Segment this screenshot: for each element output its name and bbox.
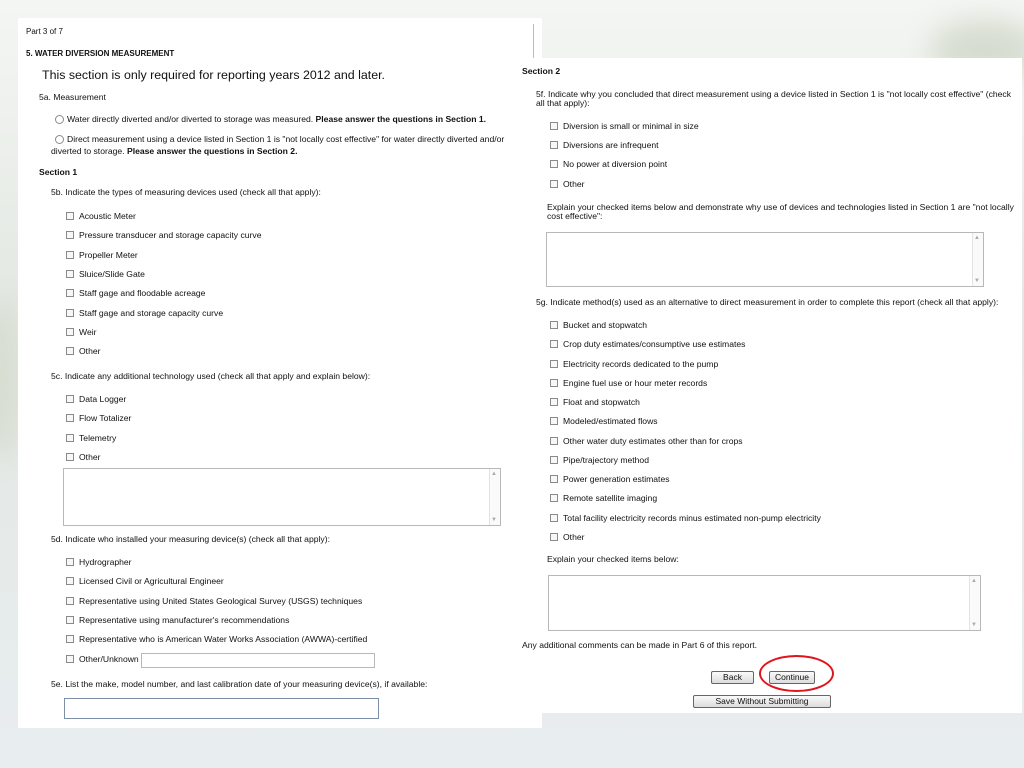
other-unknown-input[interactable]	[141, 653, 375, 668]
q5g-option-label: Other water duty estimates other than for crops	[563, 435, 743, 446]
q5f-option-label: Other	[563, 178, 585, 189]
q5d-checkbox[interactable]	[66, 635, 74, 643]
scroll-up-icon: ▲	[971, 578, 977, 584]
q5b-checkbox[interactable]	[66, 212, 74, 220]
q5c-option-label: Telemetry	[79, 432, 117, 443]
q5c-checkbox[interactable]	[66, 395, 74, 403]
q5b-label: 5b. Indicate the types of measuring devices used (check all that apply):	[51, 187, 321, 197]
q5d-checkbox[interactable]	[66, 597, 74, 605]
q5c-option-label: Other	[79, 451, 101, 462]
q5g-option-label: Modeled/estimated flows	[563, 416, 658, 427]
q5f-checkbox[interactable]	[550, 122, 558, 130]
q5d-checkbox[interactable]	[66, 616, 74, 624]
q5g-option-label: Crop duty estimates/consumptive use estimates	[563, 339, 746, 350]
q5f-option-label: Diversion is small or minimal in size	[563, 121, 699, 131]
q5g-checkbox[interactable]	[550, 360, 558, 368]
q5g-option-label: Pipe/trajectory method	[563, 454, 649, 465]
textarea-scrollbar[interactable]	[489, 469, 500, 525]
q5g-option-label: Bucket and stopwatch	[563, 320, 648, 330]
q5b-option-label: Sluice/Slide Gate	[79, 268, 145, 279]
q5b-option-label: Staff gage and storage capacity curve	[79, 307, 224, 318]
scroll-up-icon: ▲	[491, 471, 497, 477]
q5b-checkbox[interactable]	[66, 270, 74, 278]
q5d-option-label: Hydrographer	[79, 557, 132, 567]
q5d-checkbox[interactable]	[66, 577, 74, 585]
q5c-checkbox[interactable]	[66, 434, 74, 442]
q5g-explain-label: Explain your checked items below:	[547, 554, 679, 564]
q5g-checkbox[interactable]	[550, 475, 558, 483]
q5f-explain-label-cont: cost effective":	[547, 211, 603, 221]
q5a-option-not-cost-effective: Direct measurement using a device listed in Section 1 is "not locally cost effective" for water directly diverted and/or	[67, 134, 505, 144]
q5b-option-label: Other	[79, 346, 101, 357]
q5b-checkbox[interactable]	[66, 328, 74, 336]
q5c-checkbox[interactable]	[66, 414, 74, 422]
q5g-checkbox[interactable]	[550, 533, 558, 541]
q5b-checkbox[interactable]	[66, 231, 74, 239]
q5a-option-measured: Water directly diverted and/or diverted to storage was measured. Please answer the questions in Section 1.	[67, 114, 487, 124]
q5c-option-label: Flow Totalizer	[79, 413, 132, 424]
q5g-checkbox[interactable]	[550, 514, 558, 522]
save-without-submitting-button[interactable]: Save Without Submitting	[693, 695, 831, 708]
q5a-option-not-cost-effective-cont: diverted to storage. Please answer the questions in Section 2.	[51, 146, 298, 156]
q5c-option-label: Data Logger	[79, 394, 127, 404]
scroll-up-icon: ▲	[974, 235, 980, 241]
q5c-checkbox[interactable]	[66, 453, 74, 461]
q5d-option-label: Representative using manufacturer's recommendations	[79, 614, 290, 625]
q5d-option-label: Other/Unknown	[79, 653, 139, 664]
q5g-option-label: Other	[563, 531, 585, 542]
section2-title: Section 2	[522, 66, 561, 76]
q5g-checkbox[interactable]	[550, 379, 558, 387]
q5g-checkbox[interactable]	[550, 437, 558, 445]
scroll-down-icon: ▼	[971, 622, 977, 628]
radio-measured[interactable]	[55, 115, 64, 124]
q5f-option-label: Diversions are infrequent	[563, 140, 659, 151]
q5f-checkbox[interactable]	[550, 141, 558, 149]
scroll-down-icon: ▼	[491, 517, 497, 523]
q5g-option-label: Total facility electricity records minus estimated non-pump electricity	[563, 512, 821, 523]
q5b-checkbox[interactable]	[66, 289, 74, 297]
highlight-circle	[759, 655, 834, 692]
q5g-checkbox[interactable]	[550, 417, 558, 425]
q5a-label: 5a. Measurement	[39, 92, 106, 102]
additional-comments-note: Any additional comments can be made in Part 6 of this report.	[522, 640, 758, 650]
q5g-checkbox[interactable]	[550, 494, 558, 502]
q5d-checkbox[interactable]	[66, 655, 74, 663]
radio-not-cost-effective[interactable]	[55, 135, 64, 144]
textarea-scrollbar[interactable]	[969, 576, 980, 630]
q5b-option-label: Pressure transducer and storage capacity curve	[79, 230, 262, 241]
q5g-checkbox[interactable]	[550, 456, 558, 464]
section1-title: Section 1	[39, 167, 78, 177]
q5b-option-label: Weir	[79, 326, 97, 337]
q5g-checkbox[interactable]	[550, 398, 558, 406]
section-heading: 5. WATER DIVERSION MEASUREMENT	[26, 49, 175, 58]
q5f-explain-textarea[interactable]	[546, 232, 984, 287]
q5f-checkbox[interactable]	[550, 160, 558, 168]
q5f-checkbox[interactable]	[550, 180, 558, 188]
part-indicator: Part 3 of 7	[26, 27, 63, 36]
q5b-checkbox[interactable]	[66, 251, 74, 259]
q5c-explain-textarea[interactable]	[63, 468, 501, 526]
q5g-checkbox[interactable]	[550, 321, 558, 329]
q5b-option-label: Staff gage and floodable acreage	[79, 288, 206, 299]
q5g-checkbox[interactable]	[550, 340, 558, 348]
q5f-explain-label: Explain your checked items below and demonstrate why use of devices and technologies listed in Section 1 are "not locally	[547, 202, 1014, 212]
device-details-input[interactable]	[64, 698, 379, 719]
q5b-checkbox[interactable]	[66, 309, 74, 317]
q5f-label: 5f. Indicate why you concluded that direct measurement using a device listed in Section 1 is "not locally cost effective" (check	[536, 89, 1012, 99]
continue-button[interactable]: Continue	[769, 671, 815, 684]
right-form-panel	[510, 58, 1022, 713]
q5g-option-label: Electricity records dedicated to the pump	[563, 358, 719, 369]
column-divider	[533, 24, 534, 60]
q5b-checkbox[interactable]	[66, 347, 74, 355]
q5g-label: 5g. Indicate method(s) used as an alternative to direct measurement in order to complete this report (check all that apply):	[536, 297, 999, 307]
q5d-label: 5d. Indicate who installed your measuring device(s) (check all that apply):	[51, 534, 330, 544]
q5b-option-label: Acoustic Meter	[79, 211, 136, 221]
q5d-option-label: Representative using United States Geological Survey (USGS) techniques	[79, 595, 363, 606]
q5b-option-label: Propeller Meter	[79, 249, 138, 260]
q5d-option-label: Representative who is American Water Works Association (AWWA)-certified	[79, 634, 368, 645]
q5g-option-label: Power generation estimates	[563, 474, 670, 484]
textarea-scrollbar[interactable]	[972, 233, 983, 286]
q5e-label: 5e. List the make, model number, and last calibration date of your measuring device(s), if available:	[51, 679, 428, 689]
q5c-label: 5c. Indicate any additional technology used (check all that apply and explain below):	[51, 371, 371, 381]
q5d-option-label: Licensed Civil or Agricultural Engineer	[79, 576, 224, 587]
q5g-option-label: Float and stopwatch	[563, 397, 640, 407]
left-form-panel	[18, 18, 542, 728]
q5g-option-label: Remote satellite imaging	[563, 493, 658, 504]
q5d-checkbox[interactable]	[66, 558, 74, 566]
q5g-option-label: Engine fuel use or hour meter records	[563, 377, 708, 388]
scroll-down-icon: ▼	[974, 278, 980, 284]
q5f-label-cont: all that apply):	[536, 98, 590, 108]
q5g-explain-textarea[interactable]	[548, 575, 981, 631]
q5f-option-label: No power at diversion point	[563, 159, 668, 170]
intro-text: This section is only required for reporting years 2012 and later.	[42, 68, 385, 82]
back-button[interactable]: Back	[711, 671, 754, 684]
